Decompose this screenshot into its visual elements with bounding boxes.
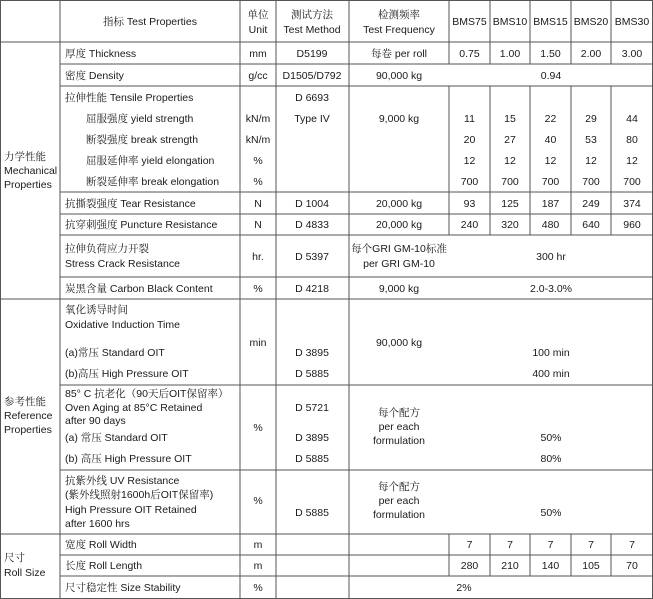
value-bms20: 7 <box>588 539 594 551</box>
row-method: D 5397 <box>295 251 329 263</box>
row-frequency-2: per each <box>378 421 420 433</box>
oit-item-value: 100 min <box>532 347 570 359</box>
row-frequency-en: per GRI GM-10 <box>363 258 435 270</box>
row-unit: % <box>253 283 263 295</box>
value-bms20: 640 <box>582 219 600 231</box>
row-unit: hr. <box>252 251 264 263</box>
row-label: 长度 Roll Length <box>65 560 143 572</box>
header-product-bms75: BMS75 <box>452 16 487 28</box>
row-label: 抗撕裂强度 Tear Resistance <box>65 198 196 210</box>
row-label-1: 85° C 抗老化（90天后OIT保留率） <box>65 388 229 400</box>
value-bms30: 12 <box>626 155 638 167</box>
row-unit: min <box>249 337 267 349</box>
tensile-item-unit: kN/m <box>245 113 271 125</box>
value-bms10: 27 <box>504 134 516 146</box>
row-frequency: 90,000 kg <box>375 337 423 349</box>
value-bms10: 7 <box>507 539 513 551</box>
value-bms10: 700 <box>501 176 519 188</box>
header-unit-cn: 单位 <box>247 9 269 21</box>
value-bms30: 374 <box>623 198 641 210</box>
group-reference-en2: Properties <box>4 424 52 436</box>
row-frequency-1: 每个配方 <box>378 481 420 493</box>
value-bms30: 70 <box>626 560 638 572</box>
value-bms10: 1.00 <box>499 48 521 60</box>
group-mechanical-en: Mechanical <box>4 165 58 177</box>
group-mechanical-cn: 力学性能 <box>4 151 46 163</box>
row-frequency-3: formulation <box>373 509 425 521</box>
tensile-item-unit: kN/m <box>245 134 271 146</box>
value-bms15: 700 <box>541 176 560 188</box>
value-bms20: 2.00 <box>580 48 602 60</box>
value-bms10: 12 <box>504 155 516 167</box>
value-bms75: 7 <box>466 539 473 551</box>
tensile-method-1: D 6693 <box>295 92 329 104</box>
value-bms20: 700 <box>582 176 600 188</box>
value-bms15: 22 <box>544 113 557 125</box>
value-bms15: 12 <box>544 155 557 167</box>
row-method: D 4218 <box>295 283 329 295</box>
value-bms75: 0.75 <box>459 48 480 60</box>
value-bms10: 125 <box>501 198 519 210</box>
row-label-cn: 氧化诱导时间 <box>65 304 128 316</box>
oven-item-label: (a) 常压 Standard OIT <box>65 432 168 444</box>
value-bms75: 11 <box>464 113 475 125</box>
row-label: 密度 Density <box>65 70 124 82</box>
row-label-1: 抗紫外线 UV Resistance <box>65 475 180 487</box>
row-label: 厚度 Thickness <box>65 48 137 60</box>
value-bms30: 700 <box>623 176 641 188</box>
row-method: D 5885 <box>295 507 329 519</box>
row-frequency: 20,000 kg <box>375 198 423 210</box>
row-method: D 1004 <box>295 198 329 210</box>
value-bms15: 187 <box>541 198 560 210</box>
oit-item-method: D 3895 <box>295 347 329 359</box>
value-bms30: 44 <box>626 113 638 125</box>
header-property: 指标 Test Properties <box>103 16 197 28</box>
value-bms30: 80 <box>626 134 638 146</box>
header-frequency-en: Test Frequency <box>363 24 435 36</box>
row-frequency: 9,000 kg <box>378 283 420 295</box>
row-label: 尺寸稳定性 Size Stability <box>65 582 181 594</box>
value-bms75: 280 <box>460 560 479 572</box>
value-bms30: 960 <box>623 219 641 231</box>
row-method: D5199 <box>296 48 328 60</box>
row-unit: m <box>253 539 263 551</box>
row-frequency-cn: 每个GRI GM-10标准 <box>351 243 447 255</box>
group-roll-en: Roll Size <box>4 567 46 579</box>
oit-item-method: D 5885 <box>295 368 329 380</box>
header-method-en: Test Method <box>283 24 341 36</box>
row-label-2: Oven Aging at 85°C Retained <box>65 402 203 414</box>
row-unit: mm <box>249 48 267 60</box>
row-unit: N <box>254 219 262 231</box>
group-labels <box>4 150 57 579</box>
value-bms15: 40 <box>544 134 557 146</box>
row-tensile <box>65 91 641 188</box>
header-method-cn: 测试方法 <box>291 9 333 21</box>
table-header <box>103 8 649 36</box>
oven-item-value: 80% <box>540 453 562 465</box>
row-frequency-3: formulation <box>373 435 425 447</box>
header-product-bms15: BMS15 <box>533 16 568 28</box>
row-frequency: 每卷 per roll <box>370 48 428 60</box>
row-unit: g/cc <box>248 70 268 82</box>
row-thickness <box>65 47 642 60</box>
group-reference-en: Reference <box>4 410 53 422</box>
row-uv-resistance <box>65 474 562 530</box>
row-label: 宽度 Roll Width <box>65 539 137 551</box>
row-carbon-black <box>65 282 572 295</box>
row-label-2: (紫外线照射1600h后OIT保留率) <box>65 489 214 501</box>
row-unit: N <box>254 198 262 210</box>
row-frequency-1: 每个配方 <box>378 407 420 419</box>
value-bms75: 700 <box>460 176 479 188</box>
value-bms10: 210 <box>501 560 519 572</box>
oven-item-label: (b) 高压 High Pressure OIT <box>65 453 192 465</box>
group-mechanical-en2: Properties <box>4 179 52 191</box>
value-bms30: 7 <box>629 539 635 551</box>
oven-item-method: D 3895 <box>295 432 329 444</box>
value-bms10: 15 <box>504 113 516 125</box>
row-label-4: after 1600 hrs <box>65 518 130 530</box>
header-product-bms20: BMS20 <box>573 16 609 28</box>
row-label: 抗穿刺强度 Puncture Resistance <box>65 219 218 231</box>
header-product-bms30: BMS30 <box>614 16 650 28</box>
row-density <box>65 69 561 82</box>
tensile-item-label: 屈服强度 yield strength <box>86 113 194 125</box>
row-oven-aging <box>65 387 562 465</box>
value-all: 50% <box>540 507 562 519</box>
value-all: 2.0-3.0% <box>529 283 573 295</box>
group-reference-cn: 参考性能 <box>4 396 46 408</box>
row-method: D1505/D792 <box>282 70 342 82</box>
row-size-stability <box>65 581 472 594</box>
row-label-3: after 90 days <box>65 415 126 427</box>
value-bms75: 240 <box>460 219 479 231</box>
value-bms20: 249 <box>582 198 600 210</box>
header-frequency-cn: 检测频率 <box>378 9 420 21</box>
row-label-en: Stress Crack Resistance <box>65 258 180 270</box>
row-method-top: D 5721 <box>295 402 329 414</box>
oven-item-value: 50% <box>540 432 562 444</box>
value-bms15: 140 <box>541 560 560 572</box>
value-bms75: 20 <box>463 134 476 146</box>
tensile-item-label: 断裂强度 break strength <box>86 134 199 146</box>
value-bms15: 480 <box>541 219 560 231</box>
row-tear <box>65 197 641 210</box>
tensile-title: 拉伸性能 Tensile Properties <box>65 92 194 104</box>
row-roll-length <box>65 559 638 572</box>
row-label: 炭黑含量 Carbon Black Content <box>65 283 213 295</box>
tensile-item-unit: % <box>253 155 263 167</box>
row-unit: % <box>253 422 263 434</box>
value-bms20: 29 <box>585 113 597 125</box>
value-all: 300 hr <box>536 251 566 263</box>
oit-item-label: (b)高压 High Pressure OIT <box>65 368 189 380</box>
value-bms75: 12 <box>463 155 476 167</box>
tensile-frequency: 9,000 kg <box>378 113 420 125</box>
tensile-item-label: 断裂延伸率 break elongation <box>86 176 220 188</box>
value-bms75: 93 <box>463 198 476 210</box>
row-label-cn: 拉伸负荷应力开裂 <box>65 243 149 255</box>
row-frequency: 20,000 kg <box>375 219 423 231</box>
row-frequency: 90,000 kg <box>375 70 423 82</box>
row-label-3: High Pressure OIT Retained <box>65 504 197 516</box>
value-bms20: 105 <box>582 560 600 572</box>
tensile-method-2: Type IV <box>294 113 330 125</box>
value-bms20: 12 <box>585 155 597 167</box>
value-all: 0.94 <box>540 70 562 82</box>
row-frequency-2: per each <box>378 495 420 507</box>
value-bms15: 1.50 <box>540 48 561 60</box>
value-bms20: 53 <box>585 134 597 146</box>
row-unit: m <box>253 560 263 572</box>
row-puncture <box>65 218 641 231</box>
oven-item-method: D 5885 <box>295 453 329 465</box>
value-all: 2% <box>456 582 472 594</box>
oit-item-label: (a)常压 Standard OIT <box>65 347 165 359</box>
value-bms10: 320 <box>501 219 519 231</box>
row-stress-crack <box>65 242 566 270</box>
value-bms15: 7 <box>547 539 554 551</box>
row-unit: % <box>253 582 263 594</box>
row-oit <box>65 303 570 380</box>
tensile-item-label: 屈服延伸率 yield elongation <box>86 155 215 167</box>
row-unit: % <box>253 495 263 507</box>
row-label-en: Oxidative Induction Time <box>65 319 180 331</box>
header-product-bms10: BMS10 <box>492 16 528 28</box>
tensile-item-unit: % <box>253 176 263 188</box>
oit-item-value: 400 min <box>532 368 570 380</box>
row-roll-width <box>65 538 635 551</box>
value-bms30: 3.00 <box>621 48 643 60</box>
header-unit-en: Unit <box>248 24 268 36</box>
group-roll-cn: 尺寸 <box>4 552 25 564</box>
row-method: D 4833 <box>295 219 329 231</box>
